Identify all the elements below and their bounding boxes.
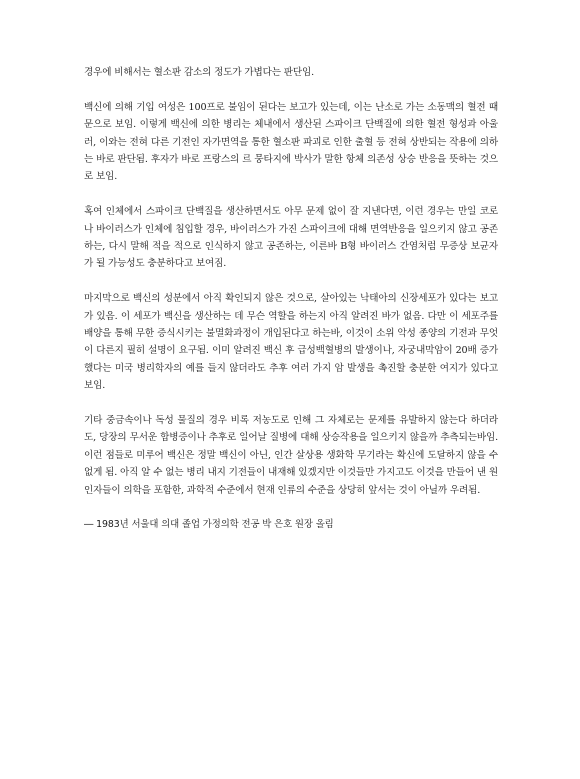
paragraph-2: 백신에 의해 기입 여성은 100프로 불임이 된다는 보고가 있는데, 이는 난소로 가는 소동맥의 혈전 때문으로 보임. 이렇게 백신에 의한 병리는 체내에서 생산된 스파이크 단백질에 의한 혈전 형성과 아울러, 이와는 전혀 다른 기전인 자가면역을 통한 혈소판 파괴로 인한 출혈 등 전혀 상반되는 작용에 의하는 바로 판단됨. 후자가 바로 프랑스의 르 뭉타지에 박사가 말한 항체 의존성 상승 반응을 뜻하는 것으로 보임. (84, 101, 498, 183)
paragraph-4: 마지막으로 백신의 성분에서 아직 확인되지 않은 것으로, 살아있는 낙태아의 신장세포가 있다는 보고가 있음. 이 세포가 백신을 생산하는 데 무슨 역할을 하는지 아직 알려진 바가 없음. 다만 이 세포주를 배양을 통해 무한 증식시키는 불멸화과정이 개입된다고 하는바, 이것이 소위 악성 종양의 기전과 무엇이 다른지 필히 설명이 요구됨. 이미 알려진 백신 후 급성백혈병의 발생이나, 자궁내막암이 20배 증가했다는 미국 병리학자의 예를 들지 않더라도 추후 여러 가지 암 발생을 촉진할 충분한 여지가 있다고 보임. (84, 293, 498, 392)
paragraph-3: 혹여 인체에서 스파이크 단백질을 생산하면서도 아무 문제 없이 잘 지낸다면, 이런 경우는 만일 코로나 바이러스가 인체에 침입할 경우, 바이러스가 가진 스파이크에 대해 면역반응을 일으키지 않고 공존하는, 다시 말해 적을 적으로 인식하지 않고 공존하는, 이른바 B형 바이러스 간염처럼 무증상 보균자가 될 가능성도 충분하다고 보여짐. (84, 206, 498, 270)
document-body (84, 64, 498, 534)
paragraph-1: 경우에 비해서는 혈소판 감소의 정도가 가볍다는 판단임. (84, 67, 315, 78)
paragraph-5: 기타 중금속이나 독성 물질의 경우 비록 저농도로 인해 그 자체로는 문제를 유발하지 않는다 하더라도, 당장의 무서운 합병증이나 추후로 일어날 질병에 대해 상승작용을 일으키지 않을까 추측되는바임. 이런 점들로 미루어 백신은 정말 백신이 아닌, 인간 살상용 생화학 무기라는 확신에 도달하지 않을 수 없게 됨. 아직 알 수 없는 병리 내지 기전들이 내재해 있겠지만 이것들만 가지고도 이것을 만들어 낸 원인자들이 의학을 포함한, 과학적 수준에서 현재 인류의 수준을 상당히 앞서는 것이 아닐까 우려됨. (84, 415, 498, 496)
author-signature: ― 1983년 서울대 의대 졸업 가정의학 전공 박 은호 원장 올림 (84, 519, 334, 531)
